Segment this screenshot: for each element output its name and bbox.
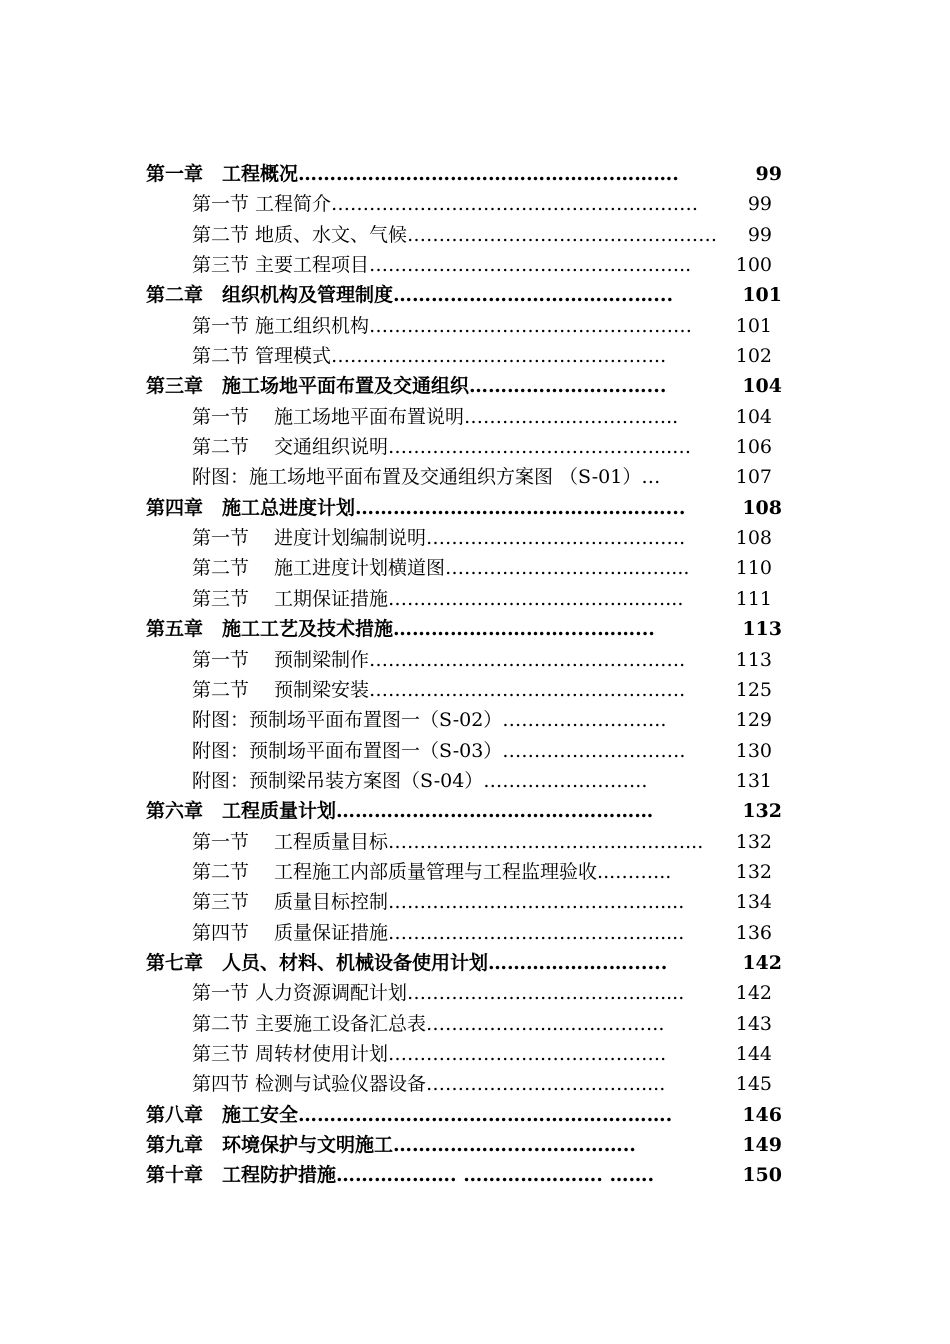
toc-section-entry (0, 705, 950, 735)
toc-section-entry (0, 887, 950, 917)
toc-chapter-entry (0, 948, 950, 978)
toc-page-number: 113 (735, 648, 772, 671)
toc-entry-title: 附图：施工场地平面布置及交通组织方案图 （S-01）… (192, 466, 661, 489)
toc-page-number: 142 (742, 951, 782, 974)
toc-section-entry (0, 1009, 950, 1039)
toc-entry-title: 附图：预制场平面布置图一（S-02）…………………….. (192, 709, 667, 732)
toc-entry-title: 第四章 施工总进度计划……………………………………….…... (146, 496, 686, 519)
toc-entry-title: 第五章 施工工艺及技术措施……………………….....……... (146, 618, 655, 641)
toc-entry-title: 附图：预制场平面布置图一（S-03）………………….……. (192, 739, 686, 762)
toc-entry-title: 第一节 工程简介…………………………………………….…… (192, 193, 699, 216)
toc-entry-title: 第八章 施工安全…………………………………………….……. (146, 1103, 673, 1126)
toc-chapter-entry (0, 1100, 950, 1130)
toc-entry-title: 第三节 质量目标控制……………………………………..... (192, 891, 685, 914)
toc-page-number: 99 (747, 223, 772, 246)
toc-section-entry (0, 432, 950, 462)
toc-page-number: 129 (735, 709, 772, 732)
toc-section-entry (0, 918, 950, 948)
toc-page-number: 107 (735, 466, 772, 489)
toc-entry-title: 第三节 周转材使用计划…………………….………………. (192, 1042, 667, 1065)
toc-page-number: 113 (742, 618, 782, 641)
toc-section-entry (0, 584, 950, 614)
toc-entry-title: 第二节 预制梁安装……………………………………….…. (192, 678, 686, 701)
toc-page-number: 136 (735, 921, 772, 944)
toc-chapter-entry (0, 1130, 950, 1160)
toc-page-number: 145 (735, 1073, 772, 1096)
toc-page-number: 99 (755, 163, 782, 185)
toc-chapter-entry (0, 493, 950, 523)
toc-page-number: 144 (735, 1042, 772, 1065)
toc-page-number: 142 (735, 982, 772, 1005)
toc-page-number: 101 (735, 314, 772, 337)
toc-page-number: 146 (742, 1103, 782, 1126)
toc-entry-title: 第一节 进度计划编制说明……………………………….…. (192, 527, 686, 550)
toc-entry-title: 第一节 工程质量目标………………………………..………... (192, 830, 704, 853)
toc-entry-title: 第九章 环境保护与文明施工……………….....….……….. (146, 1134, 636, 1156)
toc-entry-title: 第一节 人力资源调配计划…………………………….…….... (192, 982, 685, 1005)
toc-section-entry (0, 1069, 950, 1099)
toc-chapter-entry (0, 159, 950, 189)
toc-entry-title: 第三节 工期保证措施……………………………….....…... (192, 587, 684, 610)
toc-entry-title: 第一节 施工场地平面布置说明……………..…………….. (192, 405, 679, 428)
toc-entry-title: 附图：预制梁吊装方案图（S-04）…………………….. (192, 769, 648, 792)
toc-section-entry (0, 857, 950, 887)
toc-page-number: 125 (735, 678, 772, 701)
toc-section-entry (0, 1039, 950, 1069)
toc-entry-title: 第二节 施工进度计划横道图……………………….....….... (192, 557, 690, 580)
toc-page-number: 134 (735, 891, 772, 914)
toc-entry-title: 第二节 管理模式…………………………………………….. (192, 345, 667, 368)
toc-section-entry (0, 523, 950, 553)
toc-page-number: 149 (742, 1134, 782, 1156)
toc-entry-title: 第二节 工程施工内部质量管理与工程监理验收...……... (192, 860, 672, 883)
toc-entry-title: 第四节 质量保证措施……………………………………..... (192, 921, 685, 944)
toc-page-number: 104 (742, 375, 782, 398)
toc-chapter-entry (0, 796, 950, 826)
toc-section-entry (0, 462, 950, 492)
toc-entry-title: 第二节 地质、水文、气候…………………………………….…… (192, 223, 718, 246)
toc-entry-title: 第三节 主要工程项目……………………………………….….. (192, 254, 692, 277)
toc-section-entry (0, 341, 950, 371)
toc-section-entry (0, 220, 950, 250)
toc-entry-title: 第二节 主要施工设备汇总表……………….....….……….. (192, 1012, 665, 1035)
toc-page-number: 99 (747, 193, 772, 216)
toc-page-number: 132 (735, 860, 772, 883)
toc-page-number: 131 (735, 769, 772, 792)
toc-page-number: 108 (735, 527, 772, 550)
toc-chapter-entry (0, 1160, 950, 1190)
toc-entry-title: 第一节 施工组织机构…………………………………………… (192, 314, 693, 337)
toc-entry-title: 第二节 交通组织说明……………………………………...… (192, 436, 692, 459)
toc-section-entry (0, 766, 950, 796)
toc-page-number: 132 (742, 800, 782, 823)
toc-page-number: 102 (735, 345, 772, 368)
toc-section-entry (0, 645, 950, 675)
toc-entry-title: 第一章 工程概况…………………………………………..………. (146, 163, 679, 185)
toc-chapter-entry (0, 614, 950, 644)
toc-section-entry (0, 311, 950, 341)
table-of-contents (0, 159, 950, 1191)
toc-page-number: 111 (735, 587, 772, 610)
toc-entry-title: 第四节 检测与试验仪器设备……………………………..... (192, 1073, 666, 1096)
toc-page-number: 104 (735, 405, 772, 428)
toc-section-entry (0, 736, 950, 766)
toc-section-entry (0, 250, 950, 280)
toc-page-number: 101 (742, 284, 782, 307)
toc-chapter-entry (0, 371, 950, 401)
toc-section-entry (0, 402, 950, 432)
toc-chapter-entry (0, 280, 950, 310)
toc-section-entry (0, 675, 950, 705)
toc-page-number: 106 (735, 436, 772, 459)
toc-page-number: 132 (735, 830, 772, 853)
toc-entry-title: 第六章 工程质量计划………………………………..………… (146, 800, 654, 823)
toc-entry-title: 第十章 工程防护措施………………. …………………. ……. (146, 1164, 655, 1187)
toc-entry-title: 第三章 施工场地平面布置及交通组织…………………….…... (146, 375, 667, 398)
toc-page-number: 100 (735, 254, 772, 277)
toc-page-number: 150 (742, 1164, 782, 1187)
toc-page-number: 130 (735, 739, 772, 762)
toc-section-entry (0, 553, 950, 583)
toc-entry-title: 第一节 预制梁制作……………………………………….…. (192, 648, 686, 671)
toc-entry-title: 第七章 人员、材料、机械设备使用计划……………….…...... (146, 951, 668, 974)
toc-entry-title: 第二章 组织机构及管理制度………………………………..…... (146, 284, 674, 307)
toc-section-entry (0, 189, 950, 219)
toc-page-number: 110 (735, 557, 772, 580)
toc-section-entry (0, 978, 950, 1008)
toc-section-entry (0, 827, 950, 857)
toc-page-number: 143 (735, 1012, 772, 1035)
toc-page-number: 108 (742, 496, 782, 519)
